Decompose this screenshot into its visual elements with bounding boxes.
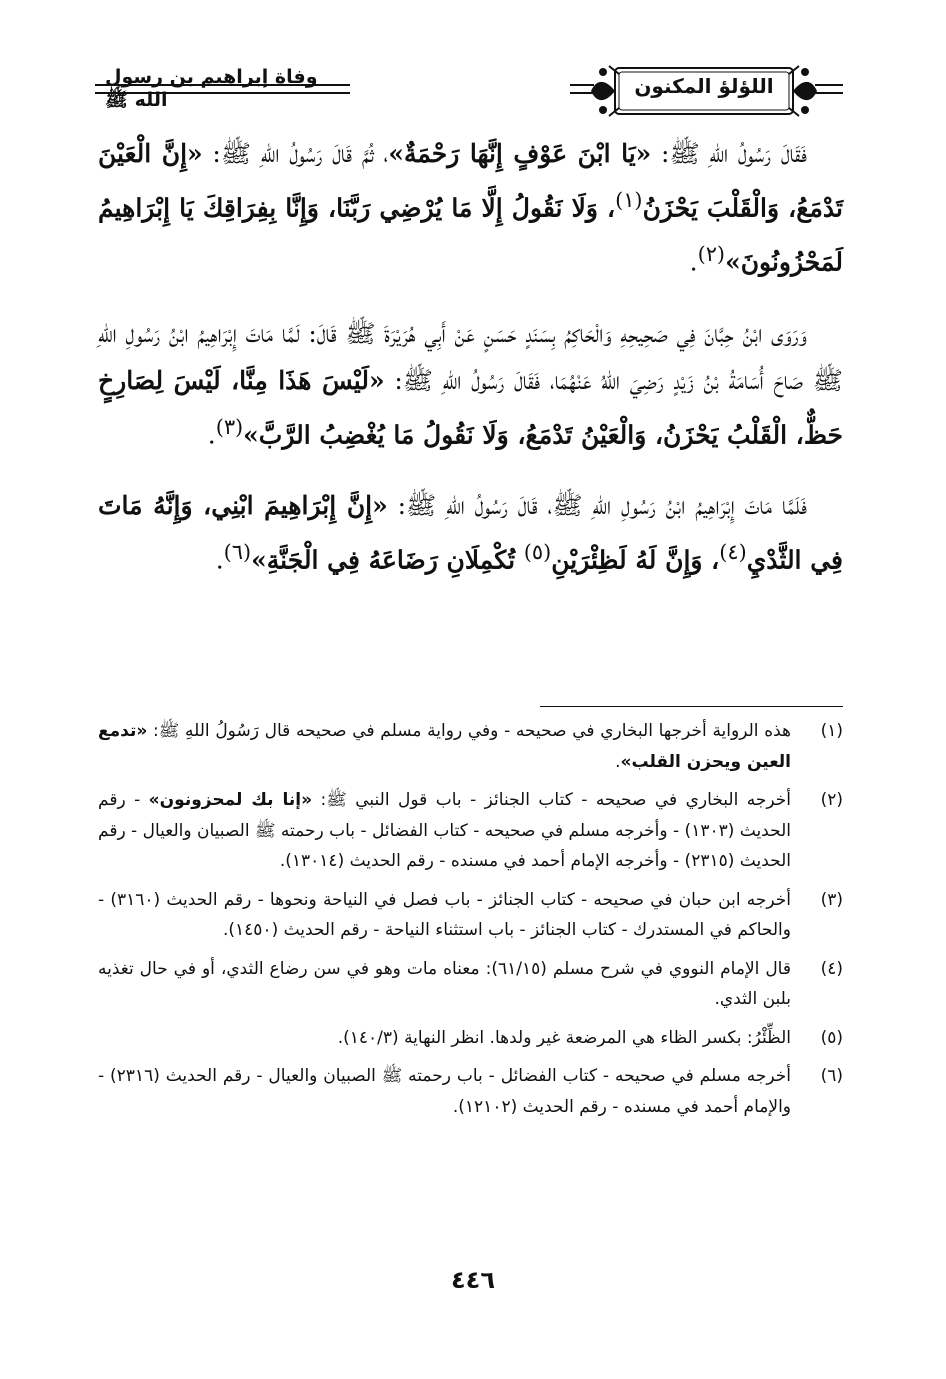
footnote-text: أخرجه ابن حبان في صحيحه - كتاب الجنائز - باب فصل في النياحة ونحوها - رقم الحديث (٣١٦٠) - والحاكم في المستدرك - كتاب الجنائز - باب استثناء النياحة - رقم الحديث (١٤٥٠). [98,889,791,940]
book-title-cartouche [589,60,819,122]
footnote-number: (٢) [820,790,843,810]
footnote-text: أخرجه مسلم في صحيحه - كتاب الفضائل - باب رحمته ﷺ الصبيان والعيال - رقم الحديث (٢٣١٦) - والإمام أحمد في مسنده - رقم الحديث (١٢١٠٢). [98,1066,792,1117]
footnote-body [338,1028,791,1048]
footnote-5 [98,1023,843,1054]
p3-hadith-2: ، وَإِنَّ لَهُ لَظِئْرَيْنِ [551,545,720,575]
footnote-number: (٦) [820,1066,843,1086]
footnote-ref-5[interactable]: (٥) [523,539,552,564]
footnote-4 [98,954,843,1015]
footnote-body [98,790,791,871]
footnote-text: الظِّئْرُ: بكسر الظاء هي المرضعة غير ولدها. انظر النهاية (١٤٠/٣). [337,1027,791,1048]
p3-hadith-3: تُكْمِلَانِ رَضَاعَهُ فِي الْجَنَّةِ» [251,545,524,575]
page-number: ٤٤٦ [451,1266,495,1294]
footnote-ref-6[interactable]: (٦) [223,539,252,564]
p1-hadith-1: «يَا ابْنَ عَوْفٍ إِنَّهَا رَحْمَةٌ» [388,139,652,168]
p1-text-2: ، ثُمَّ قَالَ رَسُولُ اللهِ ﷺ: [202,139,389,168]
footnote-text: قال الإمام النووي في شرح مسلم (٦١/١٥): معناه مات وهو في سن رضاع الثدي، أو في حال تغذيه بلبن الثدي. [98,958,791,1009]
footnote-separator [540,706,843,707]
footnote-ref-4[interactable]: (٤) [719,539,747,564]
footnote-quote: «تدمع العين ويحزن القلب» [98,721,791,772]
header-rule-right [815,84,843,94]
footnote-3 [98,885,843,946]
p3-text-1: فَلَمَّا مَاتَ إِبْرَاهِيمُ ابْنُ رَسُولِ اللهِ ﷺ، قَالَ رَسُولُ اللهِ ﷺ: [387,490,808,520]
p1-hadith-2: «إِنَّ الْعَيْنَ تَدْمَعُ، وَالْقَلْبَ يَحْزَنُ [98,139,843,223]
footnote-text-end: . [615,751,621,772]
footnote-number: (٥) [820,1027,843,1048]
p1-hadith-3: ، وَلَا نَقُولُ إِلَّا مَا يُرْضِي رَبَّنَا، وَإِنَّا بِفِرَاقِكَ يَا إِبْرَاهِيمُ لَمَحْزُونُونَ» [98,193,843,277]
main-text [98,130,843,607]
footnote-body [98,1066,791,1117]
p1-end: . [689,247,698,277]
footnote-text-end: - رقم الحديث (١٣٠٣) - وأخرجه مسلم في صحيحه - كتاب الفضائل - باب رحمته ﷺ الصبيان والعيال - رقم الحديث (٢٣١٥) - وأخرجه الإمام أحمد في مسنده - رقم الحديث (١٣٠١٤). [98,790,791,871]
footnote-2 [98,785,843,877]
chapter-title-text: وفاة إبراهيم بن رسول الله ﷺ [105,66,318,111]
footnote-ref-3[interactable]: (٣) [215,414,244,439]
footnote-body [98,890,791,941]
footnote-number: (١) [820,721,843,741]
footnote-body [98,721,791,772]
footnotes [98,716,843,1130]
p2-text-1: وَرَوَى ابْنُ حِبَّانَ فِي صَحِيحِهِ وَالْحَاكِمُ بِسَنَدٍ حَسَنٍ عَنْ أَبِي هُرَيْرَةَ ﷺ قَالَ: لَمَّا مَاتَ إِبْرَاهِيمُ ابْنُ رَسُولِ اللهِ ﷺ صَاحَ أُسَامَةُ بْنُ زَيْدٍ رَضِيَ اللهُ عَنْهُمَا، فَقَالَ رَسُولُ اللهِ ﷺ: [98,318,843,395]
p2-hadith-1: «لَيْسَ هَذَا مِنَّا، لَيْسَ لِصَارِخٍ حَظٌّ، الْقَلْبُ يَحْزَنُ، وَالْعَيْنُ تَدْمَعُ، وَلَا نَقُولُ مَا يُغْضِبُ الرَّبَّ» [98,365,843,449]
paragraph-2 [98,310,843,458]
running-header [95,60,843,124]
footnote-text: هذه الرواية أخرجها البخاري في صحيحه - وفي رواية مسلم في صحيحه قال رَسُولُ اللهِ ﷺ: [147,721,791,741]
footnote-6 [98,1061,843,1122]
paragraph-1 [98,130,843,286]
footnote-body [98,959,791,1010]
footnote-quote: «إنا بك لمحزونون» [148,790,313,810]
footnote-number: (٣) [820,889,843,910]
p3-end: . [215,545,224,575]
p3-hadith-1: «إِنَّ إِبْرَاهِيمَ ابْنِي، وَإِنَّهُ مَاتَ فِي الثَّدْيِ [98,490,843,575]
paragraph-3 [98,482,843,583]
footnote-number: (٤) [820,958,843,979]
book-title: اللؤلؤ المكنون [634,74,774,98]
footnote-ref-2[interactable]: (٢) [697,242,726,267]
p2-end: . [207,419,216,449]
chapter-title [105,66,345,116]
footnote-ref-1[interactable]: (١) [615,188,643,212]
p1-text-1: فَقَالَ رَسُولُ اللهِ ﷺ: [651,139,807,168]
footnote-text: أخرجه البخاري في صحيحه - كتاب الجنائز - باب قول النبي ﷺ: [312,790,791,810]
footnote-1 [98,716,843,777]
